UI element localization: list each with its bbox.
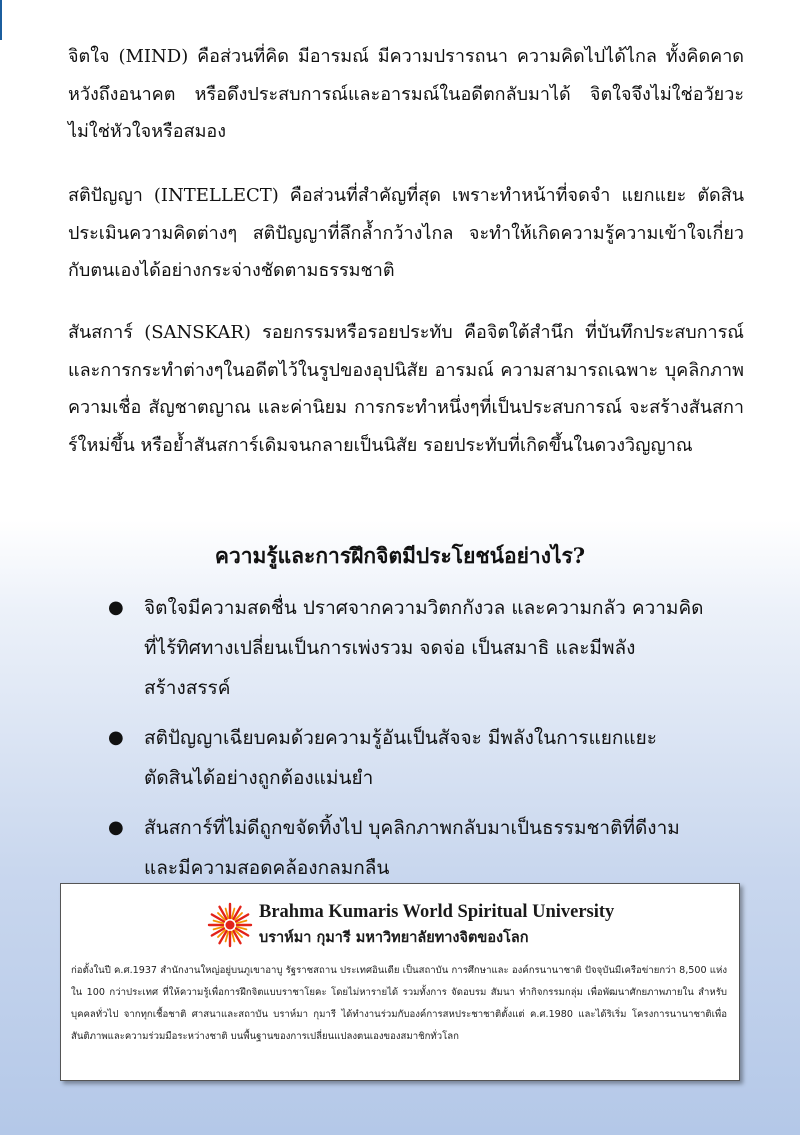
benefits-list xyxy=(108,588,708,898)
mind-paragraph: จิตใจ (MIND) คือส่วนที่คิด มีอารมณ์ มีความปรารถนา ความคิดไปได้ไกล ทั้งคิดคาดหวังถึงอนาคต หรือดึงประสบการณ์และอารมณ์ในอดีตกลับมาได้ จิตใจจึงไม่ใช่อวัยวะ ไม่ใช่หัวใจหรือสมอง xyxy=(68,46,744,142)
bullet-icon: ● xyxy=(108,597,124,618)
benefit-item-text: จิตใจมีความสดชื่น ปราศจากความวิตกกังวล และความกลัว ความคิดที่ไร้ทิศทางเปลี่ยนเป็นการเพ่งรวม จดจ่อ เป็นสมาธิ และมีพลังสร้างสรรค์ xyxy=(144,597,704,699)
organization-name-english: Brahma Kumaris World Spiritual University xyxy=(259,902,615,922)
bullet-icon: ● xyxy=(108,817,124,838)
organization-name-thai: บราห์มา กุมารี มหาวิทยาลัยทางจิตของโลก xyxy=(259,930,529,946)
intellect-paragraph: สติปัญญา (INTELLECT) คือส่วนที่สำคัญที่สุด เพราะทำหน้าที่จดจำ แยกแยะ ตัดสินประเมินความคิดต่างๆ สติปัญญาที่ลึกล้ำกว้างไกล จะทำให้เกิดความรู้ความเข้าใจเกี่ยวกับตนเองได้อย่างกระจ่างชัดตามธรรมชาติ xyxy=(68,185,744,281)
benefit-item xyxy=(108,718,708,798)
benefits-heading: ความรู้และการฝึกจิตมีประโยชน์อย่างไร? xyxy=(214,543,586,568)
benefit-item-text: สันสการ์ที่ไม่ดีถูกขจัดทิ้งไป บุคลิกภาพกลับมาเป็นธรรมชาติที่ดีงามและมีความสอดคล้องกลมกลืน xyxy=(144,817,680,879)
organization-header xyxy=(207,898,687,958)
benefit-item-text: สติปัญญาเฉียบคมด้วยความรู้อันเป็นสัจจะ มีพลังในการแยกแยะ ตัดสินได้อย่างถูกต้องแม่นยำ xyxy=(144,727,657,789)
benefit-item xyxy=(108,808,708,888)
page-edge-marker xyxy=(0,0,2,40)
benefit-item xyxy=(108,588,708,708)
bullet-icon: ● xyxy=(108,727,124,748)
organization-description: ก่อตั้งในปี ค.ศ.1937 สำนักงานใหญ่อยู่บนภูเขาอาบู รัฐราชสถาน ประเทศอินเดีย เป็นสถาบัน การศึกษาและ องค์กรนานาชาติ ปัจจุบันมีเครือข่ายกว่า 8,500 แห่ง ใน 100 กว่าประเทศ ที่ให้ความรู้เพื่อการฝึกจิตแบบราชาโยคะ โดยไม่หารายได้ รวมทั้งการ จัดอบรม สัมนา ทำกิจกรรมกลุ่ม เพื่อพัฒนาศักยภาพภายใน สำหรับบุคคลทั่วไป จากทุกเชื้อชาติ ศาสนาและสถาบัน บราห์มา กุมารี ได้ทำงานร่วมกับองค์การสหประชาชาติตั้งแต่ ค.ศ.1980 และได้ริเริ่ม โครงการนานาชาติเพื่อสันติภาพและความร่วมมือระหว่างชาติ บนพื้นฐานของการเปลี่ยนแปลงตนเองของสมาชิกทั่วโลก xyxy=(71,965,727,1042)
radiant-sun-logo-icon xyxy=(207,902,253,948)
sanskar-paragraph: สันสการ์ (SANSKAR) รอยกรรมหรือรอยประทับ คือจิตใต้สำนึก ที่บันทึกประสบการณ์และการกระทำต่างๆในอดีตไว้ในรูปของอุปนิสัย อารมณ์ ความสามารถเฉพาะ บุคลิกภาพ ความเชื่อ สัญชาตญาณ และค่านิยม การกระทำหนึ่งๆที่เป็นประสบการณ์ จะสร้างสันสการ์ใหม่ขึ้น หรือย้ำสันสการ์เดิมจนกลายเป็นนิสัย รอยประทับที่เกิดขึ้นในดวงวิญญาณ xyxy=(68,322,744,456)
organization-info-box xyxy=(60,883,740,1081)
